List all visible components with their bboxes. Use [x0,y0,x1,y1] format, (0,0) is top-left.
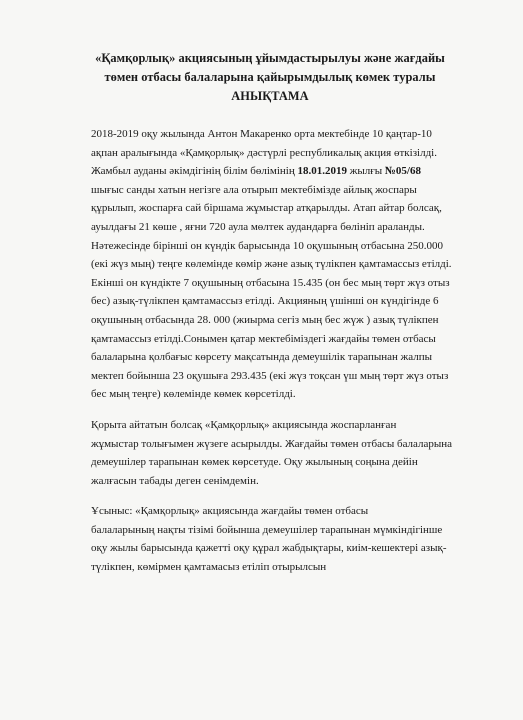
text-line: бес) азық-түлікпен қамтамассыз етілді. Акцияның үшінші он күндігінде 6 [91,295,439,308]
text-line: құрылып, жоспарға сай біршама жұмыстар атқарылды. Атап айтар болсақ, [91,202,442,215]
text-line: демеушілер тарапынан көмек көрсетуде. Оқу жылының соңына дейін [91,456,418,469]
paragraph-spacer [91,490,489,502]
title-line-3: АНЫҚТАМА [231,89,309,103]
text-line: бес мың теңге) көлемінде көмек көрсетілді. [91,388,296,401]
paragraph-3 [91,502,489,576]
text-line: Нәтежесінде бірінші он күндік барысында 10 оқушының отбасына 250.000 [91,239,443,252]
text-span: Жамбыл ауданы әкімдігінің білім бөлімінің [91,165,298,178]
title-line-1: «Қамқорлық» акциясының ұйымдастырылуы және жағдайы [95,51,445,65]
text-line: оқушының отбасында 28. 000 (жиырма сегіз мың бес жүж ) азық түлікпен [91,313,439,326]
text-line: ауылдағы 21 көше , яғни 720 аула мөлтек аудандарға бөлініп араланды. [91,220,425,233]
paragraph-spacer [91,404,489,416]
text-line: 2018-2019 оқу жылында Антон Макаренко орта мектебінде 10 қаңтар-10 [91,128,432,140]
text-line: балаларының нақты тізімі бойынша демеушілер тарапынан мүмкіндігінше [91,523,443,536]
text-span: жылғы [346,165,385,178]
text-line: балаларына қолбағыс көрсету мақсатында демеушілік тарапынан жалпы [91,351,433,364]
text-line: ақпан аралығында «Қамқорлық» дәстүрлі республикалық акция өткізілді. [91,146,437,159]
document-title [60,49,480,106]
date-reference: 18.01.2019 [297,165,347,178]
text-line: оқу жылы барысында қажетті оқу құрал жабдықтары, киім-кешектері азық- [91,542,447,555]
text-line: мектеп бойынша 23 оқушыға 293.435 (екі жүз тоқсан үш мың төрт жүз отыз [91,369,449,382]
paragraph-1 [91,125,489,404]
text-line: түлікпен, көмірмен қамтамасыз етіліп отырылсын [91,561,327,574]
text-line [91,162,489,181]
text-line: Қорыта айтатын болсақ «Қамқорлық» акциясында жоспарланған [91,418,397,431]
document-body [91,125,489,577]
text-line: жалғасын табады деген сенімдемін. [91,474,259,487]
text-line: (екі жүз мың) теңге көлемінде көмір және азық түлікпен қамтамассыз етілді. [91,258,452,271]
letter-number: №05/68 [384,165,421,178]
title-line-2: төмен отбасы балаларына қайырымдылық көмек туралы [104,70,436,84]
text-line: жұмыстар толығымен жүзеге асырылды. Жағдайы төмен отбасы балаларына [91,437,453,450]
text-line: қамтамассыз етілді.Сонымен қатар мектебіміздегі жағдайы төмен отбасы [91,332,436,345]
text-line: Ұсыныс: «Қамқорлық» акциясында жағдайы төмен отбасы [91,505,369,518]
text-line: шығыс санды хатын негізге ала отырып мектебімізде айлық жоспары [91,183,417,196]
text-line: Екінші он күндікте 7 оқушының отбасына 15.435 (он бес мың төрт жүз отыз [91,276,450,289]
paragraph-2 [91,416,489,490]
